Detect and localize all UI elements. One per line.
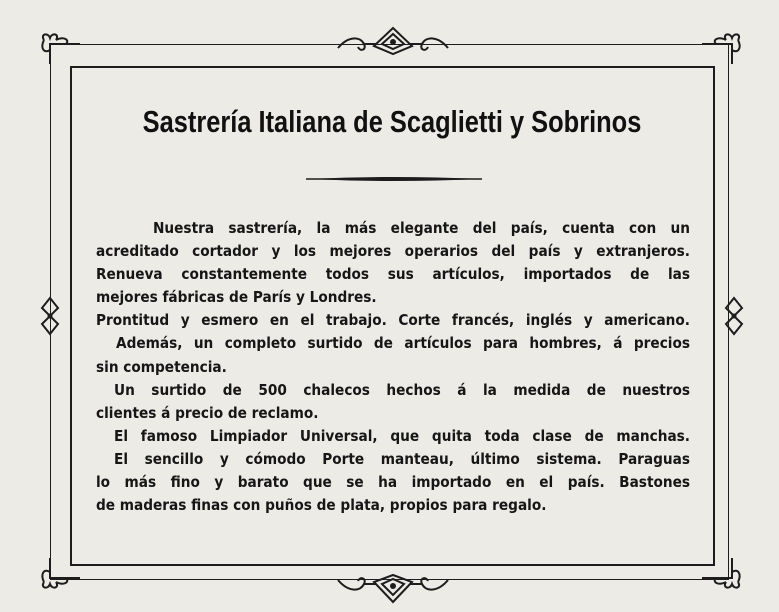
body-line: Además, un completo surtido de artículos para hombres, á precios — [116, 334, 690, 353]
body-line: El sencillo y cómodo Porte manteau, último sistema. Paraguas — [114, 449, 690, 468]
body-line: Renueva constantemente todos sus artículos, importados de las — [96, 265, 690, 284]
corner-ornament-bottom-right — [700, 556, 746, 592]
advertisement-body — [96, 217, 690, 517]
bottom-ornament — [334, 572, 452, 608]
right-ornament — [722, 296, 746, 336]
body-line: acreditado cortador y los mejores operarios del país y extranjeros. — [96, 242, 690, 261]
body-line: Nuestra sastrería, la más elegante del país, cuenta con un — [153, 219, 690, 237]
document-title: Sastrería Italiana de Scaglietti y Sobrinos — [142, 104, 642, 139]
top-ornament — [334, 22, 452, 56]
corner-ornament-top-left — [36, 30, 82, 66]
body-line: de maderas finas con puños de plata, propios para regalo. — [96, 496, 547, 515]
body-line: Un surtido de 500 chalecos hechos á la medida de nuestros — [114, 380, 690, 399]
body-line: Prontitud y esmero en el trabajo. Corte francés, inglés y americano. — [96, 311, 690, 330]
corner-ornament-bottom-left — [36, 556, 82, 592]
corner-ornament-top-right — [700, 30, 746, 66]
body-line: clientes á precio de reclamo. — [96, 403, 319, 422]
body-line: sin competencia. — [96, 357, 227, 376]
body-line: El famoso Limpiador Universal, que quita toda clase de manchas. — [114, 426, 690, 445]
body-line: mejores fábricas de París y Londres. — [96, 288, 377, 307]
body-line: lo más fino y barato que se ha importado en el país. Bastones — [96, 473, 690, 492]
title-divider — [306, 174, 482, 184]
left-ornament — [38, 296, 62, 336]
